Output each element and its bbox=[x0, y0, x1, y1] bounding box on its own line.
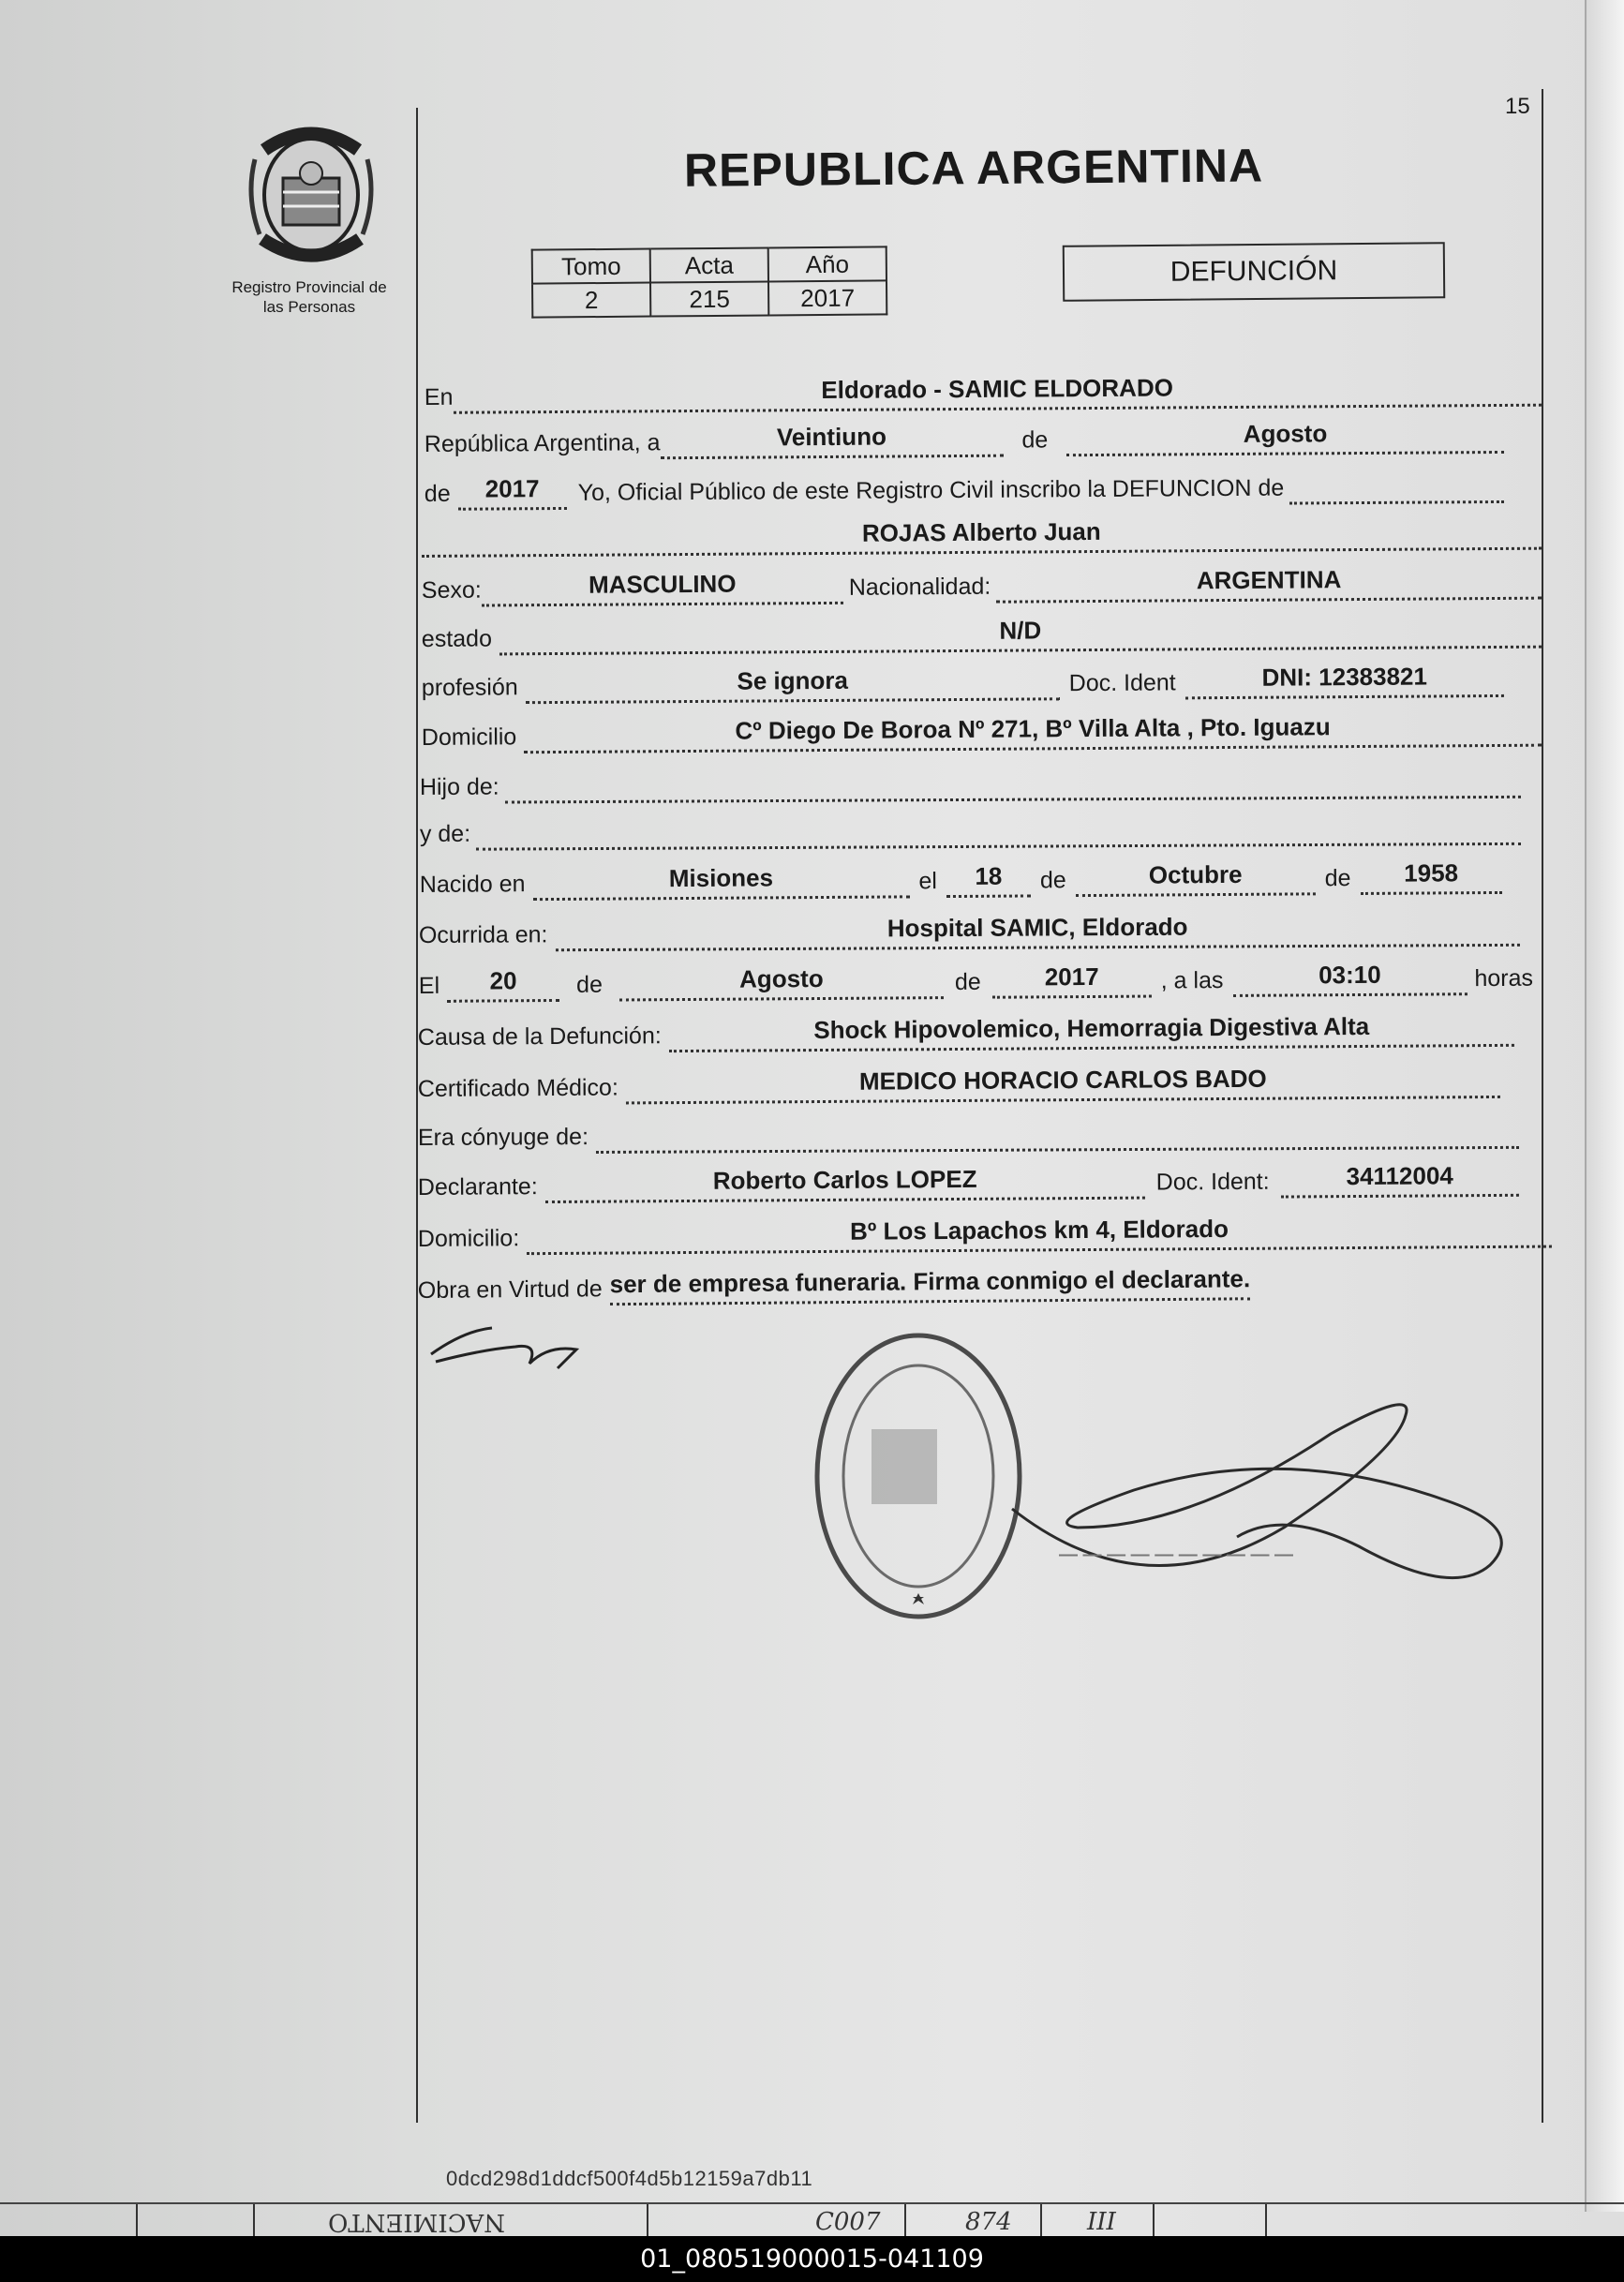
strip-text-mid2: 874 bbox=[965, 2208, 1012, 2236]
field-nacionalidad: ARGENTINA bbox=[996, 568, 1542, 604]
strip-text-left: NACIMIENTO bbox=[328, 2208, 505, 2236]
strip-divider bbox=[1040, 2204, 1042, 2238]
field-estado: N/D bbox=[499, 617, 1542, 656]
header-acta: Acta bbox=[650, 247, 768, 282]
field-en: Eldorado - SAMIC ELDORADO bbox=[453, 375, 1542, 414]
strip-divider bbox=[647, 2204, 648, 2238]
strip-divider bbox=[1265, 2204, 1267, 2238]
field-deceased-name: ROJAS Alberto Juan bbox=[422, 518, 1542, 558]
registry-label: Registro Provincial de las Personas bbox=[231, 278, 387, 316]
field-y-de bbox=[476, 813, 1521, 851]
field-profesion: Se ignora bbox=[526, 668, 1060, 704]
field-domicilio-declarante: Bº Los Lapachos km 4, Eldorado bbox=[527, 1216, 1552, 1256]
field-nacido-en: Misiones bbox=[532, 866, 909, 901]
field-doc-ident: DNI: 12383821 bbox=[1185, 665, 1504, 699]
line-en: En Eldorado - SAMIC ELDORADO bbox=[425, 369, 1542, 414]
field-declarante: Roberto Carlos LOPEZ bbox=[545, 1168, 1145, 1203]
line-declarante: Declarante: Roberto Carlos LOPEZ Doc. Ident: 34112004 bbox=[418, 1159, 1519, 1204]
right-margin-line bbox=[1542, 89, 1543, 2123]
bottom-strip bbox=[0, 2202, 1624, 2238]
line-certificado: Certificado Médico: MEDICO HORACIO CARLOS BADO bbox=[418, 1061, 1500, 1106]
line-republica: República Argentina, a Veintiuno de Agosto bbox=[425, 416, 1504, 461]
header-tomo: Tomo bbox=[532, 249, 650, 284]
field-domicilio: Cº Diego De Boroa Nº 271, Bº Villa Alta , Pto. Iguazu bbox=[524, 715, 1542, 754]
field-sexo: MASCULINO bbox=[482, 573, 843, 607]
field-death-month: Agosto bbox=[619, 967, 944, 1001]
document-title: REPUBLICA ARGENTINA bbox=[683, 139, 1264, 197]
field-ocurrida-en: Hospital SAMIC, Eldorado bbox=[555, 915, 1520, 951]
line-year-statement: de 2017 Yo, Oficial Público de este Registro Civil inscribo la DEFUNCION de bbox=[425, 466, 1504, 511]
line-y-de: y de: bbox=[420, 808, 1521, 851]
page-edge bbox=[1585, 0, 1624, 2212]
strip-text-mid3: III bbox=[1087, 2208, 1116, 2236]
line-obra: Obra en Virtud de ser de empresa funeraria. Firma conmigo el declarante. bbox=[418, 1261, 1355, 1307]
strip-text-mid1: C007 bbox=[815, 2208, 881, 2236]
value-tomo: 2 bbox=[532, 283, 650, 318]
value-acta: 215 bbox=[650, 281, 768, 316]
field-day-words: Veintiuno bbox=[660, 425, 1003, 460]
line-death-date: El 20 de Agosto de 2017 , a las 03:10 horas bbox=[419, 958, 1534, 1003]
field-causa: Shock Hipovolemico, Hemorragia Digestiva Alta bbox=[669, 1015, 1514, 1052]
line-sexo: Sexo: MASCULINO Nacionalidad: ARGENTINA bbox=[422, 562, 1542, 607]
line-ocurrida: Ocurrida en: Hospital SAMIC, Eldorado bbox=[419, 909, 1520, 952]
strip-divider bbox=[136, 2204, 138, 2238]
field-hijo-de bbox=[505, 767, 1521, 804]
acta-table bbox=[531, 246, 888, 318]
line-domicilio-declarante: Domicilio: Bº Los Lapachos km 4, Eldorado bbox=[418, 1211, 1552, 1256]
line-causa: Causa de la Defunción: Shock Hipovolemico, Hemorragia Digestiva Alta bbox=[418, 1009, 1514, 1054]
strip-divider bbox=[253, 2204, 255, 2238]
field-statement-fill bbox=[1289, 471, 1504, 505]
strip-divider bbox=[1153, 2204, 1155, 2238]
field-month: Agosto bbox=[1066, 422, 1504, 456]
field-death-time: 03:10 bbox=[1232, 963, 1467, 997]
field-death-year: 2017 bbox=[992, 966, 1152, 999]
field-birth-year: 1958 bbox=[1360, 862, 1502, 895]
header-ano: Año bbox=[768, 246, 886, 281]
field-conyuge bbox=[596, 1117, 1519, 1154]
document-hash: 0dcd298d1ddcf500f4d5b12159a7db11 bbox=[446, 2167, 813, 2190]
field-year: 2017 bbox=[458, 478, 567, 511]
field-birth-month: Octubre bbox=[1076, 863, 1316, 897]
document-type-box: DEFUNCIÓN bbox=[1063, 242, 1446, 302]
strip-divider bbox=[904, 2204, 906, 2238]
registry-seal-icon bbox=[806, 1326, 1031, 1626]
footer-id-bar: 01_080519000015-041109 bbox=[0, 2236, 1624, 2282]
line-nacido: Nacido en Misiones el 18 de Octubre de 1958 bbox=[420, 857, 1502, 902]
signature-left bbox=[426, 1317, 595, 1382]
line-conyuge: Era cónyuge de: bbox=[418, 1111, 1519, 1155]
field-birth-day: 18 bbox=[946, 865, 1031, 898]
line-domicilio: Domicilio Cº Diego De Boroa Nº 271, Bº Villa Alta , Pto. Iguazu bbox=[422, 709, 1542, 754]
field-doc-ident-declarante: 34112004 bbox=[1281, 1165, 1519, 1199]
line-name bbox=[422, 513, 1542, 558]
province-emblem-icon bbox=[246, 122, 377, 267]
signature-right bbox=[1003, 1396, 1527, 1621]
line-profesion: profesión Se ignora Doc. Ident DNI: 12383821 bbox=[422, 660, 1504, 705]
line-estado: estado N/D bbox=[422, 611, 1542, 656]
page-number: 15 bbox=[1505, 94, 1530, 119]
field-obra: ser de empresa funeraria. Firma conmigo el declarante. bbox=[610, 1268, 1251, 1305]
field-certificado: MEDICO HORACIO CARLOS BADO bbox=[626, 1066, 1500, 1105]
field-death-day: 20 bbox=[447, 970, 559, 1003]
line-hijo-de: Hijo de: bbox=[420, 761, 1521, 804]
svg-text:— — — — — — — — — —: — — — — — — — — — — bbox=[1059, 1544, 1294, 1565]
left-margin-line bbox=[416, 108, 418, 2123]
value-ano: 2017 bbox=[768, 280, 886, 315]
